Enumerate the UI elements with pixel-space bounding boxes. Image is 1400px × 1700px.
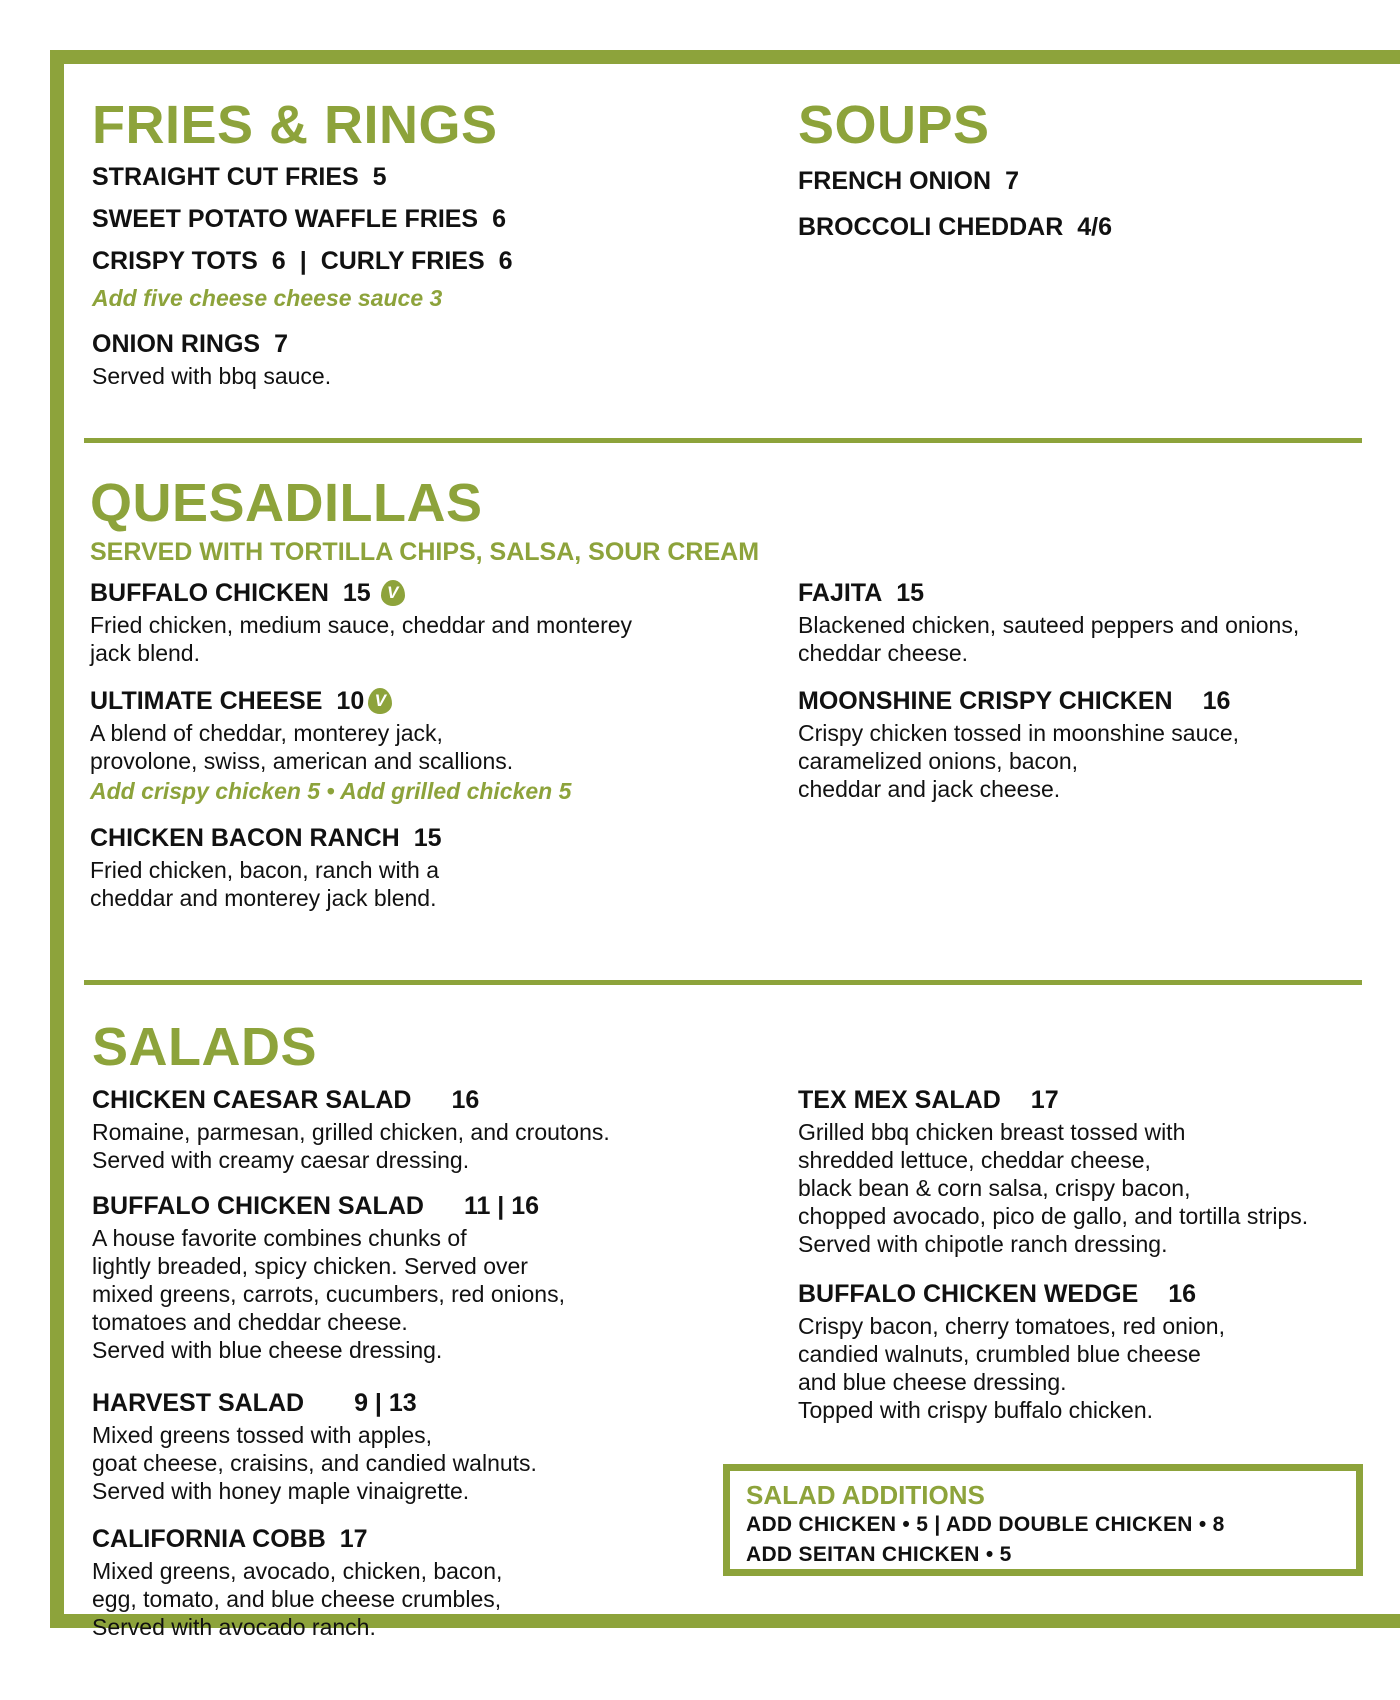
- soups-title: SOUPS: [798, 95, 990, 155]
- menu-item-buffalo-wedge: BUFFALO CHICKEN WEDGE 16: [798, 1280, 1197, 1308]
- menu-item-fajita: FAJITA 15: [798, 579, 925, 607]
- divider-middle: [84, 980, 1362, 985]
- buffalo-salad-desc: A house favorite combines chunks of lightly breaded, spicy chicken. Served over mixed greens, carrots, cucumbers, red onions, tomatoes and cheddar cheese. Served with blue cheese dressing.: [92, 1225, 565, 1363]
- menu-item-broccoli-cheddar: BROCCOLI CHEDDAR 4/6: [798, 213, 1113, 241]
- menu-item-buffalo-salad: BUFFALO CHICKEN SALAD 11 | 16: [92, 1192, 540, 1220]
- fajita-desc: Blackened chicken, sauteed peppers and onions, cheddar cheese.: [798, 612, 1300, 666]
- fries-rings-title: FRIES & RINGS: [92, 95, 498, 155]
- quesadillas-subtitle: SERVED WITH TORTILLA CHIPS, SALSA, SOUR CREAM: [90, 538, 760, 566]
- cheese-sauce-addon: Add five cheese cheese sauce 3: [92, 285, 443, 311]
- quesadilla-chicken-addon: Add crispy chicken 5 • Add grilled chicken 5: [90, 778, 572, 804]
- menu-item-straight-fries: STRAIGHT CUT FRIES 5: [92, 163, 387, 191]
- salad-additions-title: SALAD ADDITIONS: [746, 1480, 985, 1510]
- quesadillas-title: QUESADILLAS: [90, 473, 483, 533]
- california-cobb-desc: Mixed greens, avocado, chicken, bacon, egg, tomato, and blue cheese crumbles, Served with avocado ranch.: [92, 1558, 503, 1640]
- chicken-bacon-ranch-desc: Fried chicken, bacon, ranch with a cheddar and monterey jack blend.: [90, 857, 440, 911]
- divider-top: [84, 438, 1362, 443]
- salad-additions-line-1: ADD CHICKEN • 5 | ADD DOUBLE CHICKEN • 8: [746, 1512, 1225, 1536]
- menu-item-sweet-potato-fries: SWEET POTATO WAFFLE FRIES 6: [92, 205, 507, 233]
- ultimate-cheese-desc: A blend of cheddar, monterey jack, provolone, swiss, american and scallions.: [90, 720, 514, 774]
- buffalo-quesadilla-desc: Fried chicken, medium sauce, cheddar and monterey jack blend.: [90, 612, 633, 666]
- salads-title: SALADS: [92, 1017, 318, 1077]
- buffalo-wedge-desc: Crispy bacon, cherry tomatoes, red onion, candied walnuts, crumbled blue cheese and blue cheese dressing. Topped with crispy buffalo chicken.: [798, 1313, 1225, 1423]
- menu-item-california-cobb: CALIFORNIA COBB 17: [92, 1525, 368, 1553]
- menu-item-onion-rings: ONION RINGS 7: [92, 330, 288, 358]
- menu-item-harvest-salad: HARVEST SALAD 9 | 13: [92, 1389, 417, 1417]
- harvest-salad-desc: Mixed greens tossed with apples, goat cheese, craisins, and candied walnuts. Served with honey maple vinaigrette.: [92, 1422, 537, 1504]
- menu-item-chicken-bacon-ranch: CHICKEN BACON RANCH 15: [90, 824, 442, 852]
- vegetarian-icon: V: [381, 580, 405, 606]
- menu-item-tots-curly: CRISPY TOTS 6 | CURLY FRIES 6: [92, 247, 513, 275]
- salad-additions-box: [723, 1464, 1363, 1576]
- tex-mex-salad-desc: Grilled bbq chicken breast tossed with shredded lettuce, cheddar cheese, black bean & corn salsa, crispy bacon, chopped avocado, pico de gallo, and tortilla strips. Served with chipotle ranch dressing.: [798, 1119, 1309, 1257]
- onion-rings-desc: Served with bbq sauce.: [92, 363, 332, 389]
- moonshine-chicken-desc: Crispy chicken tossed in moonshine sauce, caramelized onions, bacon, cheddar and jack cheese.: [798, 720, 1240, 802]
- menu-item-french-onion: FRENCH ONION 7: [798, 167, 1019, 195]
- vegetarian-icon: V: [368, 688, 392, 714]
- salad-additions-line-2: ADD SEITAN CHICKEN • 5: [746, 1542, 1012, 1566]
- menu-item-tex-mex-salad: TEX MEX SALAD 17: [798, 1086, 1059, 1114]
- menu-item-ultimate-cheese: ULTIMATE CHEESE 10 V: [90, 686, 392, 717]
- menu-item-caesar-salad: CHICKEN CAESAR SALAD 16: [92, 1086, 480, 1114]
- caesar-salad-desc: Romaine, parmesan, grilled chicken, and croutons. Served with creamy caesar dressing.: [92, 1119, 610, 1173]
- menu-item-buffalo-quesadilla: BUFFALO CHICKEN 15 V: [90, 578, 405, 609]
- menu-item-moonshine-chicken: MOONSHINE CRISPY CHICKEN 16: [798, 687, 1231, 715]
